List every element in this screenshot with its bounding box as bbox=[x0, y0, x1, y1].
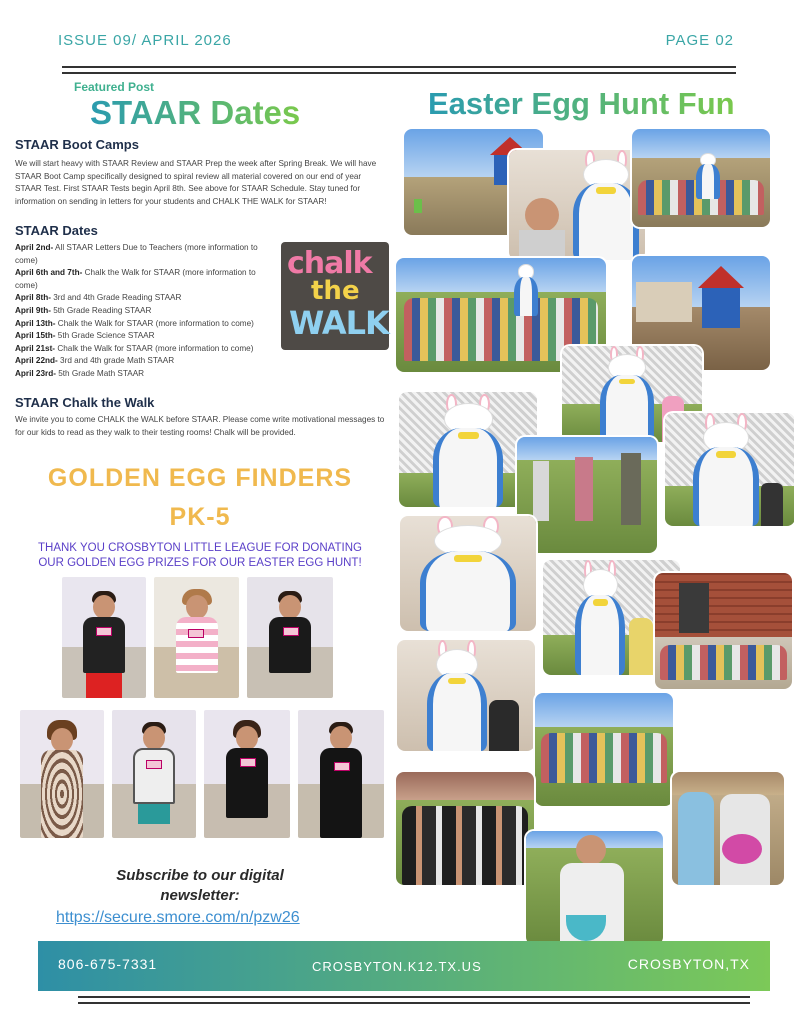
easter-photo-kids-crowd bbox=[396, 772, 534, 885]
header-rule-bottom bbox=[62, 72, 736, 74]
easter-photo-field-crowd bbox=[535, 693, 673, 806]
list-item: April 8th- 3rd and 4th Grade Reading STAAR bbox=[15, 293, 182, 303]
issue-label: ISSUE 09/ APRIL 2026 bbox=[58, 32, 232, 49]
footer-website: CROSBYTON.K12.TX.US bbox=[312, 959, 482, 974]
list-item: April 2nd- All STAAR Letters Due to Teachers (more information to come) bbox=[15, 243, 258, 265]
golden-egg-finder-photo bbox=[154, 577, 239, 698]
page-number: PAGE 02 bbox=[665, 32, 734, 49]
walk-word: WALK bbox=[289, 304, 389, 342]
golden-egg-subtitle: PK-5 bbox=[169, 503, 231, 531]
list-item: April 22nd- 3rd and 4th grade Math STAAR bbox=[15, 356, 175, 366]
newsletter-link[interactable]: https://secure.smore.com/n/pzw26 bbox=[56, 909, 300, 926]
easter-egg-hunt-title: Easter Egg Hunt Fun bbox=[428, 86, 735, 121]
easter-photo-bunny-boy-fence bbox=[665, 413, 794, 526]
easter-photo-bunny-hug bbox=[400, 516, 536, 631]
easter-photo-basket-kid bbox=[526, 831, 663, 945]
easter-photo-building-hunt bbox=[655, 573, 792, 689]
the-word: the bbox=[311, 276, 360, 306]
featured-kicker: Featured Post bbox=[74, 80, 155, 94]
list-item: April 9th- 5th Grade Reading STAAR bbox=[15, 305, 152, 315]
golden-egg-finder-photo bbox=[298, 710, 384, 838]
golden-egg-finder-photo bbox=[247, 577, 333, 698]
easter-photo-group-bunny bbox=[632, 129, 770, 227]
list-item: April 21st- Chalk the Walk for STAAR (more information to come) bbox=[15, 343, 254, 353]
chalk-walk-text: We invite you to come CHALK the WALK before STAAR. Please come write motivational messages to for our kids to read as they walk to their testing rooms! Chalk will be provided. bbox=[15, 415, 385, 437]
staar-dates-title: STAAR Dates bbox=[90, 94, 301, 131]
easter-photo-classroom-bunny bbox=[397, 640, 535, 751]
golden-egg-finder-photo bbox=[20, 710, 104, 838]
list-item: April 13th- Chalk the Walk for STAAR (more information to come) bbox=[15, 318, 254, 328]
dates-heading: STAAR Dates bbox=[15, 223, 98, 238]
dates-list bbox=[15, 242, 277, 381]
boot-camps-text: We will start heavy with STAAR Review and STAAR Prep the week after Spring Break. We will have STAAR Boot Camp specifically designed to spiral review all material covered on our end of year STAAR Test. First STAAR Tests begin April 8th. See above for STAAR Schedule. Stay tuned for information on sending in letters for your students and CHALK THE WALK for STAAR! bbox=[15, 159, 377, 206]
list-item: April 6th and 7th- Chalk the Walk for STAAR (more information to come) bbox=[15, 268, 256, 290]
header-rule-top bbox=[62, 66, 736, 68]
little-league-thanks: THANK YOU CROSBYTON LITTLE LEAGUE FOR DONATING OUR GOLDEN EGG PRIZES FOR OUR EASTER EGG HUNT! bbox=[38, 542, 362, 569]
footer-bar bbox=[38, 941, 770, 991]
list-item: April 15th- 5th Grade Science STAAR bbox=[15, 331, 155, 341]
boot-camps-heading: STAAR Boot Camps bbox=[15, 137, 139, 152]
easter-photo-girls-baskets bbox=[672, 772, 784, 885]
list-item: April 23rd- 5th Grade Math STAAR bbox=[15, 368, 145, 378]
golden-egg-finder-photo bbox=[204, 710, 290, 838]
subscribe-text: Subscribe to our digital newsletter: bbox=[116, 867, 284, 904]
easter-photo-field-kids bbox=[517, 437, 657, 553]
footer-rule-bottom bbox=[78, 1002, 750, 1004]
golden-egg-finder-photo bbox=[62, 577, 146, 698]
footer-location: CROSBYTON,TX bbox=[627, 956, 750, 972]
chalk-walk-heading: STAAR Chalk the Walk bbox=[15, 395, 155, 410]
golden-egg-title: GOLDEN EGG FINDERS bbox=[47, 464, 353, 492]
golden-egg-finder-photo bbox=[112, 710, 196, 838]
chalk-word: chalk bbox=[287, 246, 372, 281]
footer-rule-top bbox=[78, 996, 750, 998]
easter-photo-bunny-boy bbox=[509, 150, 645, 260]
footer-phone: 806-675-7331 bbox=[58, 956, 158, 972]
chalk-the-walk-image bbox=[281, 242, 389, 350]
